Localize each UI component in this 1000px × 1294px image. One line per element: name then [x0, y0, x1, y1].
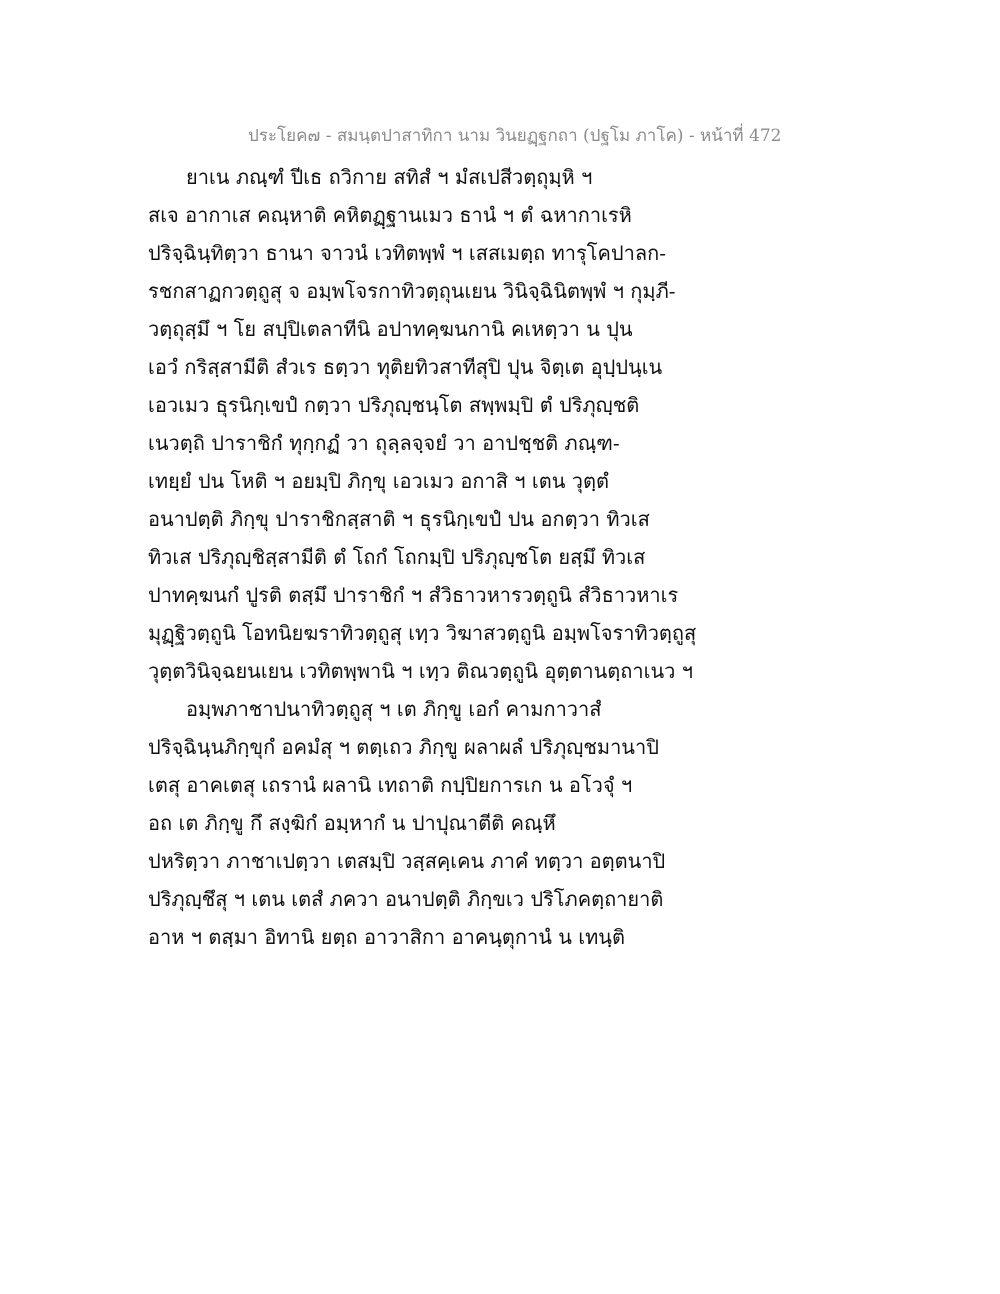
text-line: วุตฺตวินิจฺฉยนเยน เวทิตพฺพานิ ฯ เทฺว ติณวตฺถูนิ อุตฺตานตฺถาเนว ฯ	[148, 659, 693, 683]
text-line: เตสุ อาคเตสุ เถรานํ ผลานิ เทถาติ กปฺปิยการเก น อโวจุํ ฯ	[148, 773, 633, 797]
text-line: ปาทคฺฆนกํ ปูรติ ตสฺมึ ปาราชิกํ ฯ สํวิธาวหารวตฺถูนิ สํวิธาวหาเร	[148, 583, 679, 607]
text-line: สเจ อากาเส คณฺหาติ คหิตฏฺฐานเมว ธานํ ฯ ตํ ฉหากาเรหิ	[148, 203, 632, 227]
text-line: ทิวเส ปริภุญฺชิสฺสามีติ ตํ โถกํ โถกมฺปิ ปริภุญฺชโต ยสฺมึ ทิวเส	[148, 545, 646, 569]
page-header: ประโยค๗ - สมนฺตปาสาทิกา นาม วินยฏฺฐกถา (ปฐโม ภาโค) - หน้าที่ 472	[248, 126, 782, 146]
text-line: มุฏฺฐิวตฺถูนิ โอทนิยฆราทิวตฺถูสุ เทฺว วิฆาสวตฺถูนิ อมฺพโจราทิวตฺถูสุ	[148, 621, 697, 645]
text-line: วตฺถุสฺมึ ฯ โย สปฺปิเตลาทีนิ อปาทคฺฆนกานิ คเหตฺวา น ปุน	[148, 317, 633, 341]
text-line: อมฺพภาชาปนาทิวตฺถูสุ ฯ เต ภิกฺขู เอกํ คามกาวาสํ	[186, 697, 602, 721]
text-line: ปริจฺฉินฺทิตฺวา ธานา จาวนํ เวทิตพฺพํ ฯ เสสเมตฺถ ทารุโคปาลก-	[148, 241, 666, 265]
text-line: รชกสาฏกวตฺถูสุ จ อมฺพโจรกาทิวตฺถุนเยน วินิจฺฉินิตพฺพํ ฯ กุมฺภี-	[148, 279, 676, 303]
text-line: เนวตฺถิ ปาราชิกํ ทุกฺกฏํ วา ถุลฺลจฺจยํ วา อาปชฺชติ ภณฺฑ-	[148, 431, 620, 455]
text-line: อถ เต ภิกฺขู กึ สงฺฆิกํ อมฺหากํ น ปาปุณาตีติ คณฺหึ	[148, 811, 556, 835]
body-text	[148, 158, 728, 956]
text-line: อนาปตฺติ ภิกฺขุ ปาราชิกสฺสาติ ฯ ธุรนิกฺเขปํ ปน อกตฺวา ทิวเส	[148, 507, 650, 531]
text-line: ปริจฺฉินฺนภิกฺขุกํ อคมํสุ ฯ ตตฺเถว ภิกฺขู ผลาผลํ ปริภุญฺชมานาปิ	[148, 735, 659, 759]
text-line: ปริภุญฺชึสุ ฯ เตน เตสํ ภควา อนาปตฺติ ภิกฺขเว ปริโภคตฺถายาติ	[148, 887, 664, 911]
text-line: เอวเมว ธุรนิกฺเขปํ กตฺวา ปริภุญฺชนฺโต สพฺพมฺปิ ตํ ปริภุญฺชติ	[148, 393, 640, 417]
text-line: อาห ฯ ตสฺมา อิทานิ ยตฺถ อาวาสิกา อาคนฺตุกานํ น เทนฺติ	[148, 925, 625, 949]
text-line: ปหริตฺวา ภาชาเปตฺวา เตสมฺปิ วสฺสคฺเคน ภาคํ ทตฺวา อตฺตนาปิ	[148, 849, 666, 873]
text-line: เอวํ กริสฺสามีติ สํวเร ธตฺวา ทุติยทิวสาทีสุปิ ปุน จิตฺเต อุปฺปนฺเน	[148, 355, 663, 379]
text-line: เทยฺยํ ปน โหติ ฯ อยมฺปิ ภิกฺขุ เอวเมว อกาสิ ฯ เตน วุตฺตํ	[148, 469, 609, 493]
text-line: ยาเน ภณฺฑํ ปีเธ ถวิกาย สทิสํ ฯ มํสเปสีวตฺถุมฺหิ ฯ	[186, 165, 593, 189]
